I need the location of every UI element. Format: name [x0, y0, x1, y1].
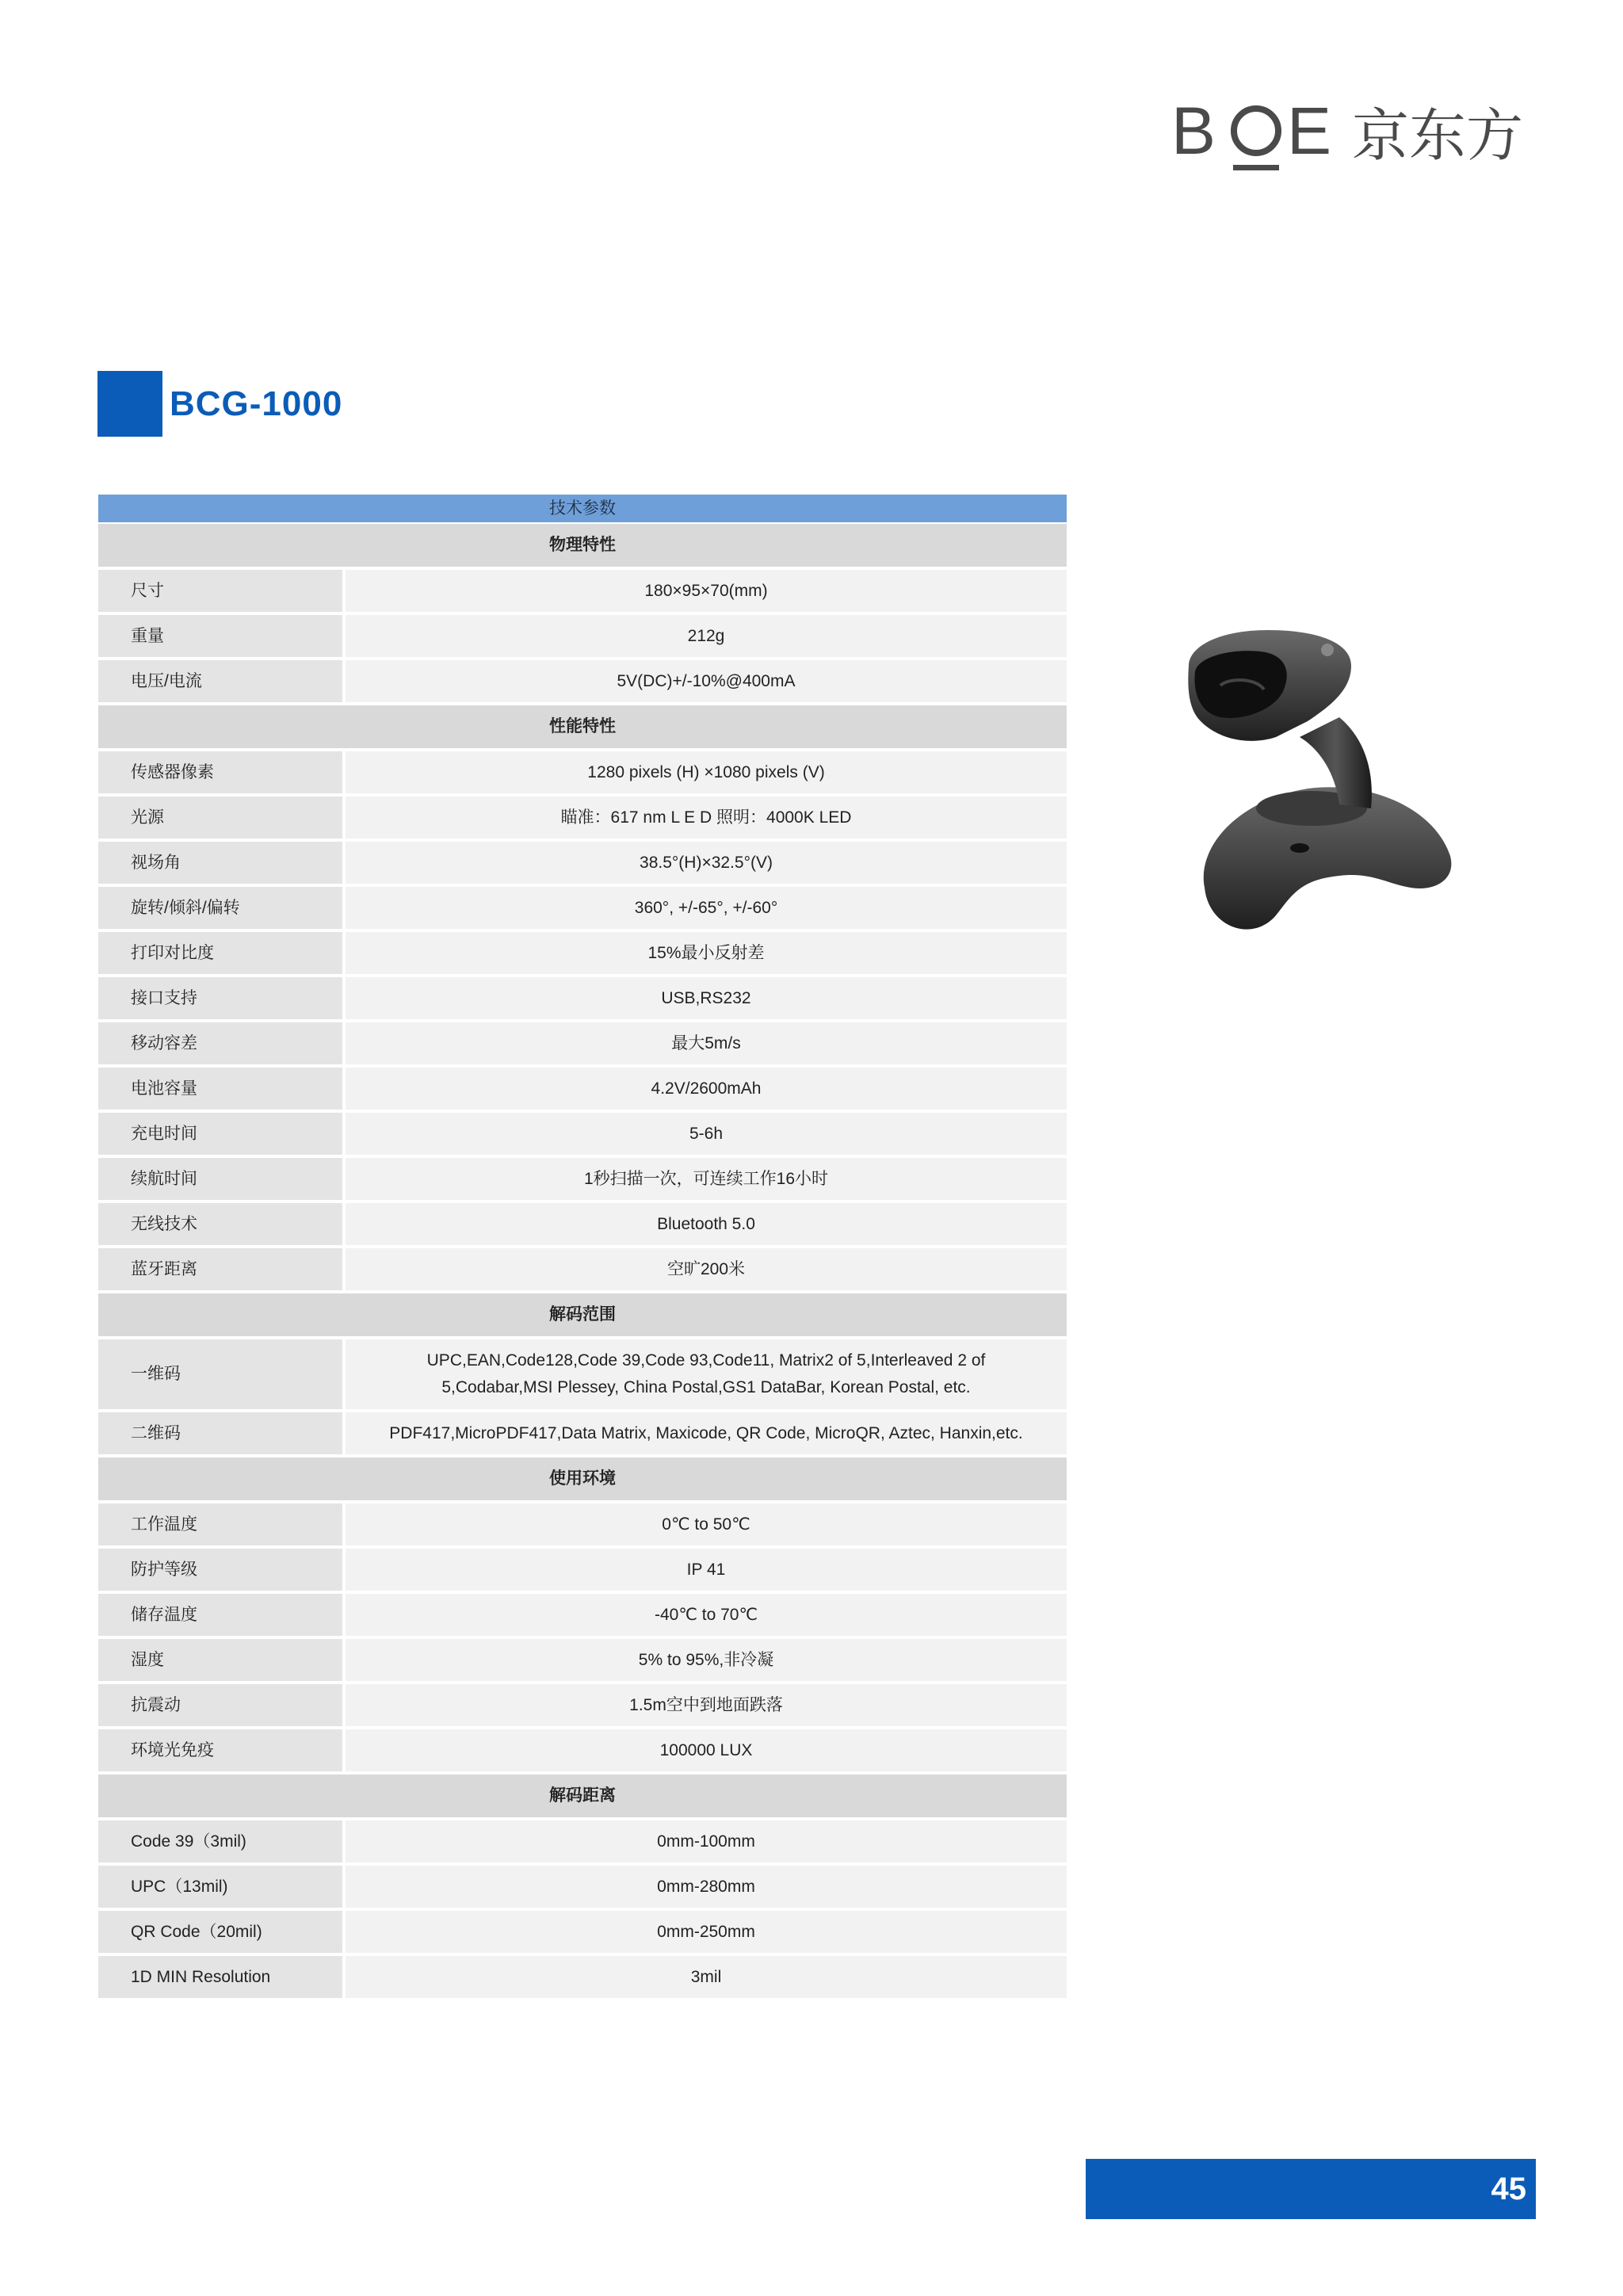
spec-value: 180×95×70(mm)	[346, 570, 1067, 615]
table-row	[98, 1549, 1067, 1594]
spec-label: 蓝牙距离	[98, 1248, 346, 1293]
spec-value: 0mm-280mm	[346, 1866, 1067, 1911]
table-row	[98, 1911, 1067, 1956]
section-heading: 物理特性	[98, 524, 1067, 570]
spec-value: 空旷200米	[346, 1248, 1067, 1293]
page-number-bar	[1086, 2159, 1536, 2219]
spec-value: 15%最小反射差	[346, 932, 1067, 977]
table-row	[98, 1248, 1067, 1293]
product-image	[1173, 610, 1474, 959]
table-row	[98, 570, 1067, 615]
table-row	[98, 842, 1067, 887]
spec-label: 视场角	[98, 842, 346, 887]
table-row	[98, 1684, 1067, 1729]
spec-label: 防护等级	[98, 1549, 346, 1594]
spec-label: 续航时间	[98, 1158, 346, 1203]
section-heading: 解码范围	[98, 1293, 1067, 1339]
table-row	[98, 1820, 1067, 1866]
spec-label: 电压/电流	[98, 660, 346, 705]
spec-label: 旋转/倾斜/偏转	[98, 887, 346, 932]
table-row	[98, 1158, 1067, 1203]
spec-label: QR Code（20mil)	[98, 1911, 346, 1956]
spec-value: 360°, +/-65°, +/-60°	[346, 887, 1067, 932]
spec-label: 尺寸	[98, 570, 346, 615]
spec-label: 一维码	[98, 1339, 346, 1412]
page-number: 45	[1491, 2172, 1526, 2206]
spec-value: 100000 LUX	[346, 1729, 1067, 1775]
brand-name-cn: 京东方	[1352, 102, 1524, 169]
spec-label: 传感器像素	[98, 751, 346, 797]
table-row	[98, 1639, 1067, 1684]
table-row	[98, 932, 1067, 977]
table-row	[98, 660, 1067, 705]
section-heading-row	[98, 1457, 1067, 1503]
table-row	[98, 1729, 1067, 1775]
spec-label: 湿度	[98, 1639, 346, 1684]
spec-value: 5% to 95%,非冷凝	[346, 1639, 1067, 1684]
table-row	[98, 1339, 1067, 1412]
spec-value: 4.2V/2600mAh	[346, 1068, 1067, 1113]
spec-label: 二维码	[98, 1412, 346, 1457]
spec-value: 最大5m/s	[346, 1022, 1067, 1068]
table-row	[98, 1866, 1067, 1911]
table-row	[98, 1412, 1067, 1457]
section-heading: 使用环境	[98, 1457, 1067, 1503]
table-row	[98, 977, 1067, 1022]
spec-value: 瞄准：617 nm L E D 照明：4000K LED	[346, 797, 1067, 842]
section-heading: 性能特性	[98, 705, 1067, 751]
spec-label: UPC（13mil)	[98, 1866, 346, 1911]
spec-label: 无线技术	[98, 1203, 346, 1248]
spec-value: Bluetooth 5.0	[346, 1203, 1067, 1248]
spec-label: 环境光免疫	[98, 1729, 346, 1775]
spec-label: 移动容差	[98, 1022, 346, 1068]
table-row	[98, 1113, 1067, 1158]
table-header-row	[98, 495, 1067, 524]
spec-value: 0℃ to 50℃	[346, 1503, 1067, 1549]
spec-value: 38.5°(H)×32.5°(V)	[346, 842, 1067, 887]
product-model-title: BCG-1000	[170, 384, 343, 423]
spec-label: 光源	[98, 797, 346, 842]
table-row	[98, 615, 1067, 660]
spec-label: 1D MIN Resolution	[98, 1956, 346, 2001]
spec-value: 1秒扫描一次，可连续工作16小时	[346, 1158, 1067, 1203]
spec-label: 打印对比度	[98, 932, 346, 977]
section-heading-row	[98, 705, 1067, 751]
spec-label: 抗震动	[98, 1684, 346, 1729]
table-row	[98, 1203, 1067, 1248]
spec-value: 212g	[346, 615, 1067, 660]
svg-text:B: B	[1171, 97, 1216, 168]
spec-label: Code 39（3mil)	[98, 1820, 346, 1866]
section-heading-row	[98, 1293, 1067, 1339]
table-title: 技术参数	[98, 495, 1067, 524]
spec-value: 5V(DC)+/-10%@400mA	[346, 660, 1067, 705]
section-heading-row	[98, 1775, 1067, 1820]
spec-value: 0mm-250mm	[346, 1911, 1067, 1956]
spec-label: 工作温度	[98, 1503, 346, 1549]
boe-logo	[1171, 97, 1536, 176]
spec-label: 充电时间	[98, 1113, 346, 1158]
spec-value: -40℃ to 70℃	[346, 1594, 1067, 1639]
section-heading: 解码距离	[98, 1775, 1067, 1820]
spec-value-line: UPC,EAN,Code128,Code 39,Code 93,Code11, Matrix2 of 5,Interleaved 2 of	[426, 1351, 986, 1370]
spec-value: 3mil	[346, 1956, 1067, 2001]
spec-value: USB,RS232	[346, 977, 1067, 1022]
spec-value: 1280 pixels (H) ×1080 pixels (V)	[346, 751, 1067, 797]
spec-value: 5-6h	[346, 1113, 1067, 1158]
table-row	[98, 1503, 1067, 1549]
table-row	[98, 797, 1067, 842]
spec-value: 1.5m空中到地面跌落	[346, 1684, 1067, 1729]
table-row	[98, 1022, 1067, 1068]
barcode-scanner-icon	[1173, 610, 1474, 959]
section-heading-row	[98, 524, 1067, 570]
svg-text:E: E	[1287, 97, 1332, 168]
spec-value	[346, 1339, 1067, 1412]
spec-value: IP 41	[346, 1549, 1067, 1594]
spec-label: 储存温度	[98, 1594, 346, 1639]
table-row	[98, 751, 1067, 797]
table-row	[98, 887, 1067, 932]
table-row	[98, 1068, 1067, 1113]
spec-value: PDF417,MicroPDF417,Data Matrix, Maxicode, QR Code, MicroQR, Aztec, Hanxin,etc.	[346, 1412, 1067, 1457]
spec-label: 重量	[98, 615, 346, 660]
spec-label: 接口支持	[98, 977, 346, 1022]
spec-value: 0mm-100mm	[346, 1820, 1067, 1866]
spec-table	[98, 495, 1067, 2001]
spec-label: 电池容量	[98, 1068, 346, 1113]
title-accent-block	[97, 371, 162, 437]
table-row	[98, 1594, 1067, 1639]
spec-value-line: 5,Codabar,MSI Plessey, China Postal,GS1 DataBar, Korean Postal, etc.	[441, 1378, 971, 1396]
table-row	[98, 1956, 1067, 2001]
